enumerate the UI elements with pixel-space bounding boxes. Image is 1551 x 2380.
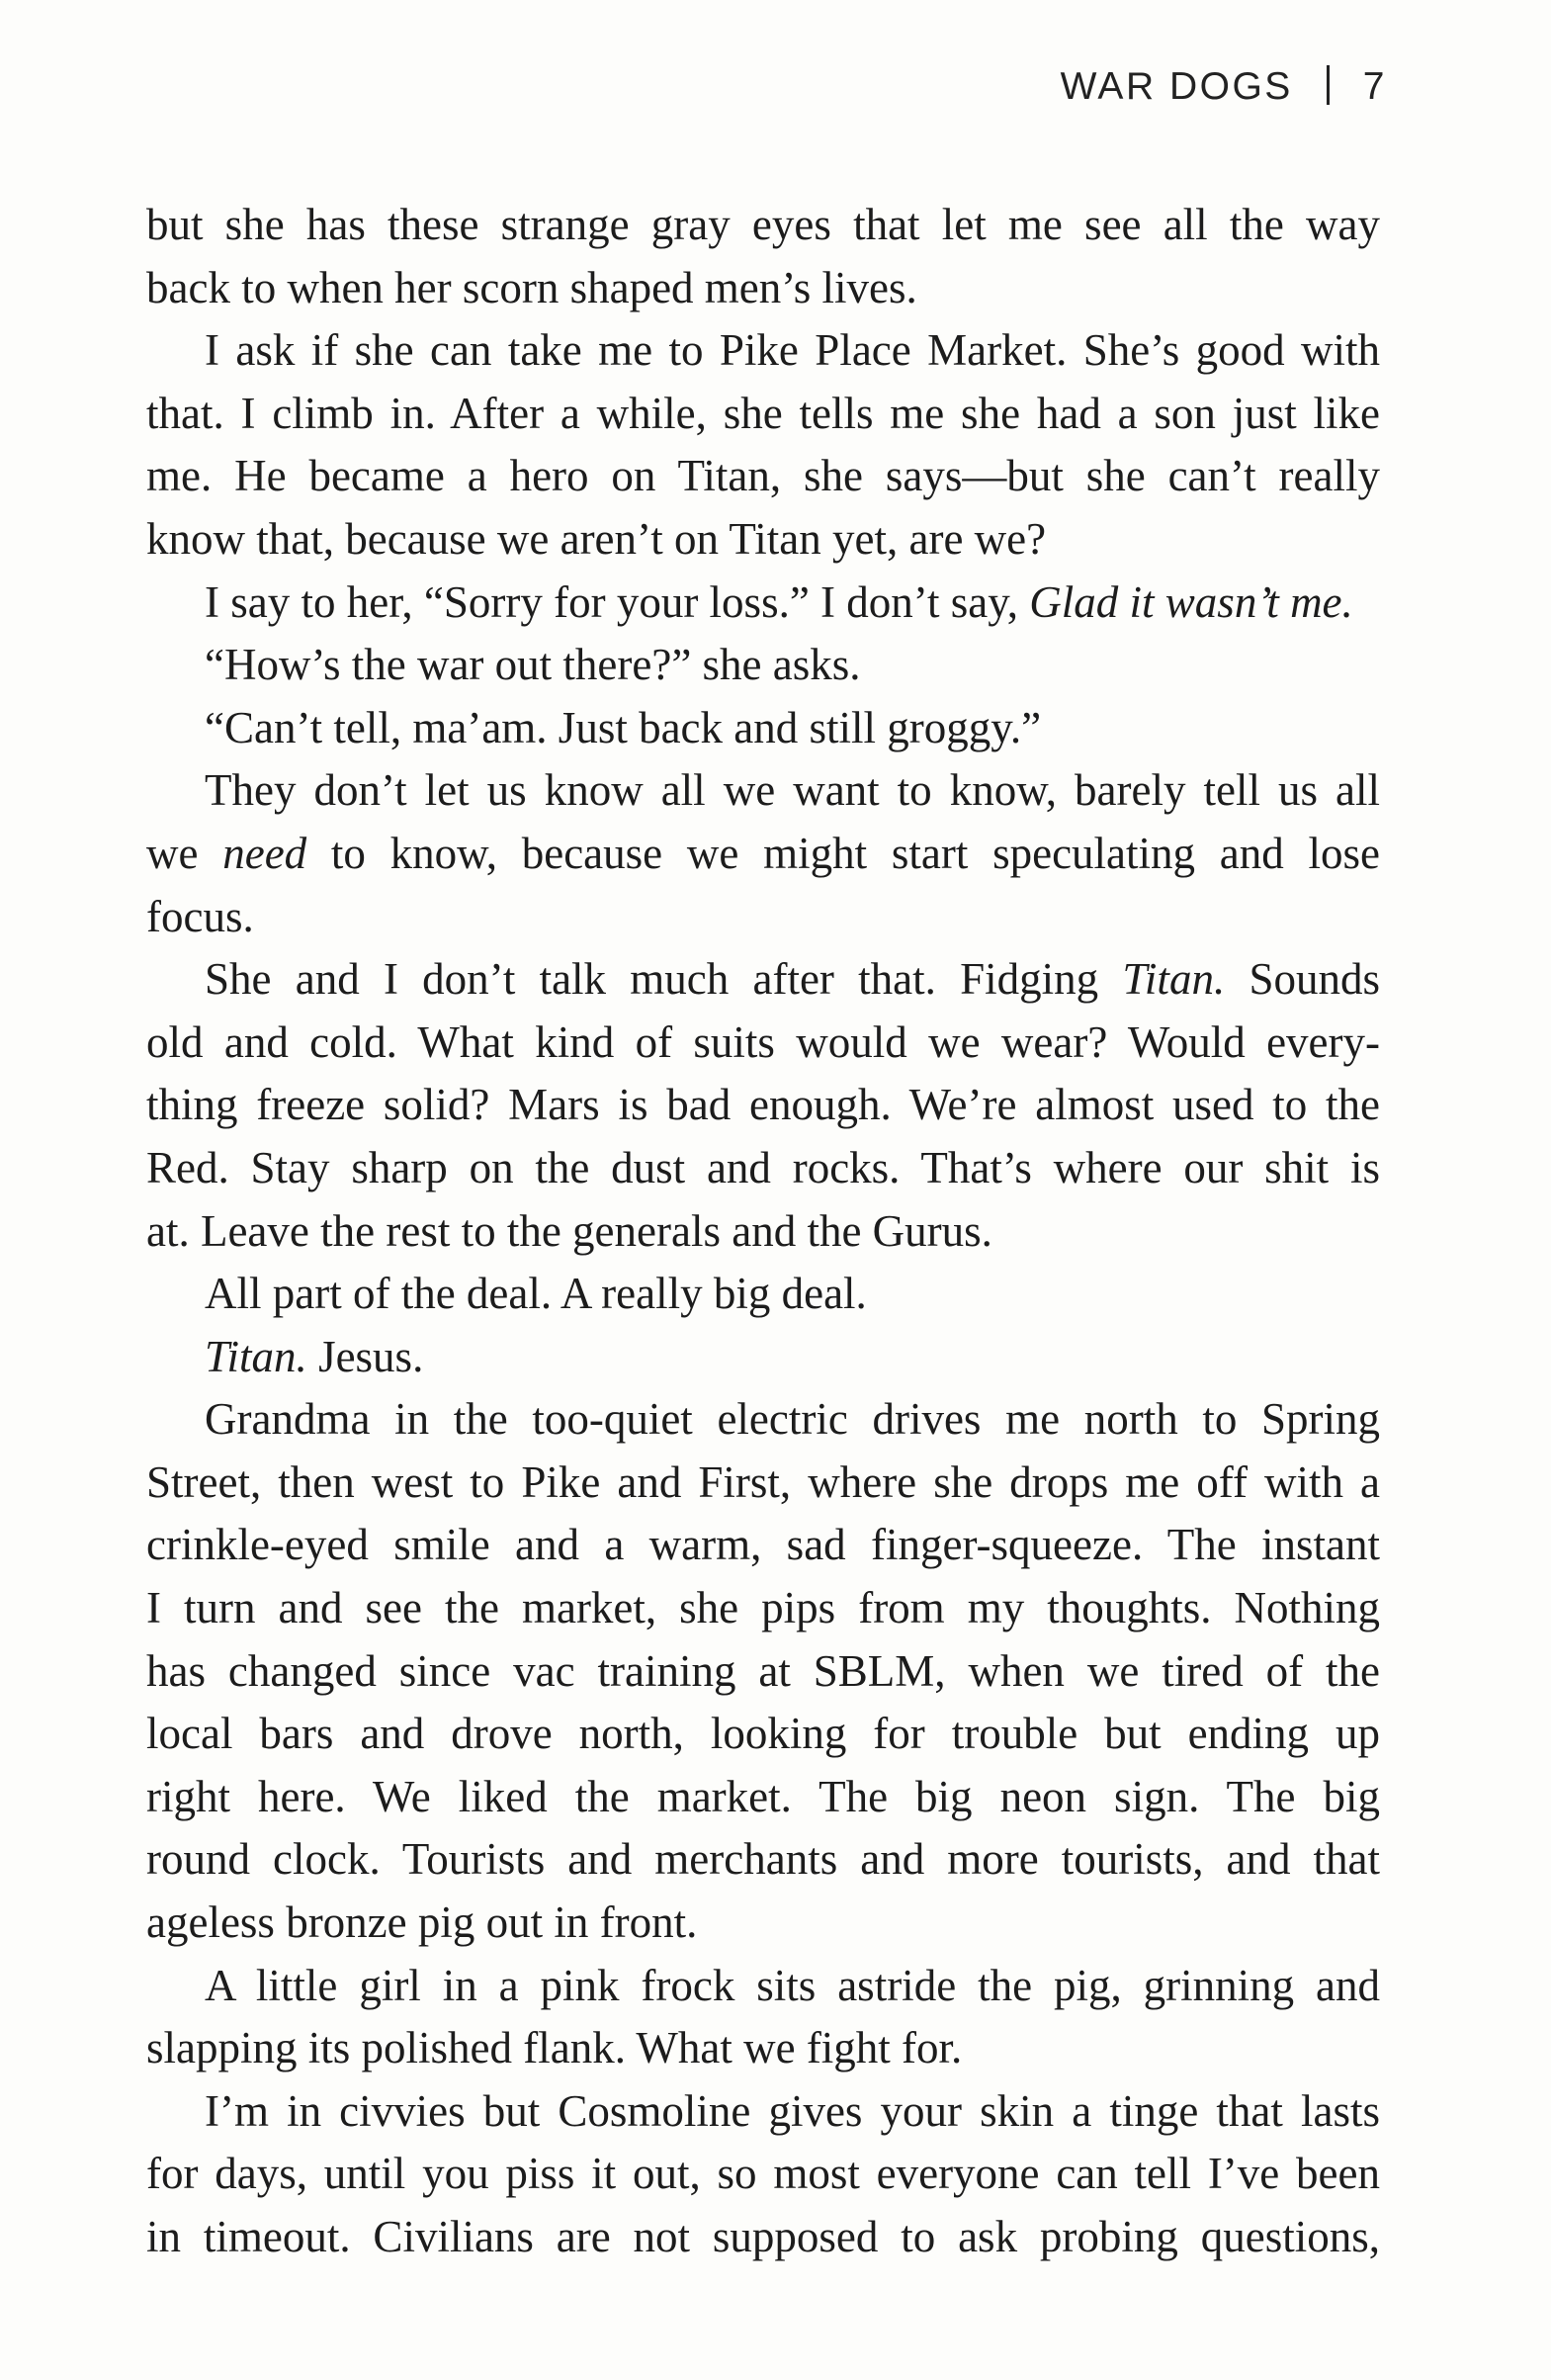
- text-line: [146, 445, 1380, 508]
- text-run: Sounds: [1225, 954, 1380, 1005]
- text-run: Jesus.: [306, 1331, 424, 1381]
- italic-text: Titan.: [205, 1331, 307, 1381]
- text-line: [146, 319, 1380, 383]
- text-line: [146, 2080, 1380, 2144]
- text-run: round clock. Tourists and merchants and more tourists, and that: [146, 1834, 1380, 1885]
- text-line: [146, 1452, 1380, 1515]
- text-line: [146, 257, 1380, 320]
- header-divider: [1327, 65, 1330, 105]
- text-run: ageless bronze pig out in front.: [146, 1897, 698, 1948]
- text-run: Grandma in the too-quiet electric drives me north to Spring: [205, 1394, 1380, 1445]
- text-line: [146, 1074, 1380, 1137]
- paragraph: [146, 1388, 1380, 1954]
- italic-text: need: [222, 828, 307, 878]
- text-line: [146, 1200, 1380, 1264]
- text-run: focus.: [146, 891, 254, 941]
- text-run: know that, because we aren’t on Titan yet, are we?: [146, 513, 1047, 564]
- text-line: [146, 634, 1380, 697]
- text-run: we: [146, 828, 223, 878]
- paragraph: [146, 572, 1380, 635]
- paragraph: [146, 319, 1380, 571]
- text-run: She and I don’t talk much after that. Fidging: [205, 954, 1123, 1005]
- text-line: [146, 823, 1380, 886]
- page-number: 7: [1362, 65, 1387, 108]
- text-run: to know, because we might start speculating and lose: [306, 828, 1380, 878]
- text-line: [146, 886, 1380, 949]
- text-line: [146, 1640, 1380, 1704]
- text-run: A little girl in a pink frock sits astride the pig, grinning and: [205, 1960, 1380, 2010]
- text-run: “Can’t tell, ma’am. Just back and still groggy.”: [205, 702, 1042, 752]
- text-line: [146, 1577, 1380, 1640]
- text-line: [146, 508, 1380, 572]
- text-line: [146, 2143, 1380, 2206]
- text-run: back to when her scorn shaped men’s lives.: [146, 262, 917, 312]
- running-head: [1061, 65, 1387, 109]
- text-line: [146, 1137, 1380, 1200]
- text-run: me. He became a hero on Titan, she says—but she can’t really: [146, 451, 1380, 501]
- text-line: [146, 1388, 1380, 1452]
- text-run: local bars and drove north, looking for trouble but ending up: [146, 1709, 1380, 1759]
- text-run: right here. We liked the market. The big neon sign. The big: [146, 1771, 1380, 1821]
- text-run: slapping its polished flank. What we fight for.: [146, 2023, 963, 2073]
- text-run: I ask if she can take me to Pike Place Market. She’s good with: [205, 325, 1380, 376]
- text-line: [146, 948, 1380, 1012]
- text-run: but she has these strange gray eyes that let me see all the way: [146, 200, 1380, 249]
- text-run: I turn and see the market, she pips from my thoughts. Nothing: [146, 1583, 1380, 1633]
- paragraph: [146, 948, 1380, 1263]
- text-line: [146, 1514, 1380, 1577]
- paragraph: [146, 759, 1380, 948]
- text-line: [146, 194, 1380, 257]
- paragraph: [146, 194, 1380, 319]
- paragraph: [146, 1955, 1380, 2080]
- text-run: has changed since vac training at SBLM, when we tired of the: [146, 1645, 1380, 1696]
- text-line: [146, 1326, 1380, 1389]
- paragraph: [146, 1263, 1380, 1326]
- paragraph: [146, 1326, 1380, 1389]
- text-run: “How’s the war out there?” she asks.: [205, 640, 861, 690]
- text-run: Street, then west to Pike and First, where she drops me off with a: [146, 1456, 1380, 1507]
- italic-text: Titan.: [1122, 954, 1226, 1005]
- text-run: that. I climb in. After a while, she tells me she had a son just like: [146, 388, 1380, 438]
- text-run: at. Leave the rest to the generals and the Gurus.: [146, 1205, 992, 1256]
- running-title: WAR DOGS: [1060, 65, 1293, 108]
- text-run: crinkle-eyed smile and a warm, sad finger-squeeze. The instant: [146, 1520, 1380, 1570]
- text-run: They don’t let us know all we want to know, barely tell us all: [205, 765, 1380, 816]
- text-line: [146, 759, 1380, 823]
- text-line: [146, 1263, 1380, 1326]
- text-line: [146, 697, 1380, 760]
- paragraph: [146, 697, 1380, 760]
- text-run: thing freeze solid? Mars is bad enough. We’re almost used to the: [146, 1080, 1380, 1130]
- text-run: I say to her, “Sorry for your loss.” I don’t say,: [205, 576, 1030, 627]
- body-text: [146, 194, 1380, 2269]
- text-run: old and cold. What kind of suits would we wear? Would every-: [146, 1016, 1380, 1067]
- text-line: [146, 383, 1380, 446]
- paragraph: [146, 634, 1380, 697]
- paragraph: [146, 2080, 1380, 2269]
- italic-text: Glad it wasn’t me.: [1029, 576, 1353, 627]
- text-run: Red. Stay sharp on the dust and rocks. That’s where our shit is: [146, 1142, 1380, 1192]
- text-line: [146, 572, 1380, 635]
- text-run: in timeout. Civilians are not supposed to ask probing questions,: [146, 2212, 1380, 2261]
- text-line: [146, 1766, 1380, 1829]
- text-line: [146, 1828, 1380, 1892]
- text-line: [146, 2017, 1380, 2080]
- text-line: [146, 1703, 1380, 1766]
- text-run: for days, until you piss it out, so most everyone can tell I’ve been: [146, 2149, 1380, 2199]
- text-line: [146, 1892, 1380, 1955]
- text-run: All part of the deal. A really big deal.: [205, 1269, 867, 1319]
- text-line: [146, 1012, 1380, 1075]
- text-line: [146, 2206, 1380, 2269]
- text-line: [146, 1955, 1380, 2018]
- text-run: I’m in civvies but Cosmoline gives your skin a tinge that lasts: [205, 2085, 1380, 2136]
